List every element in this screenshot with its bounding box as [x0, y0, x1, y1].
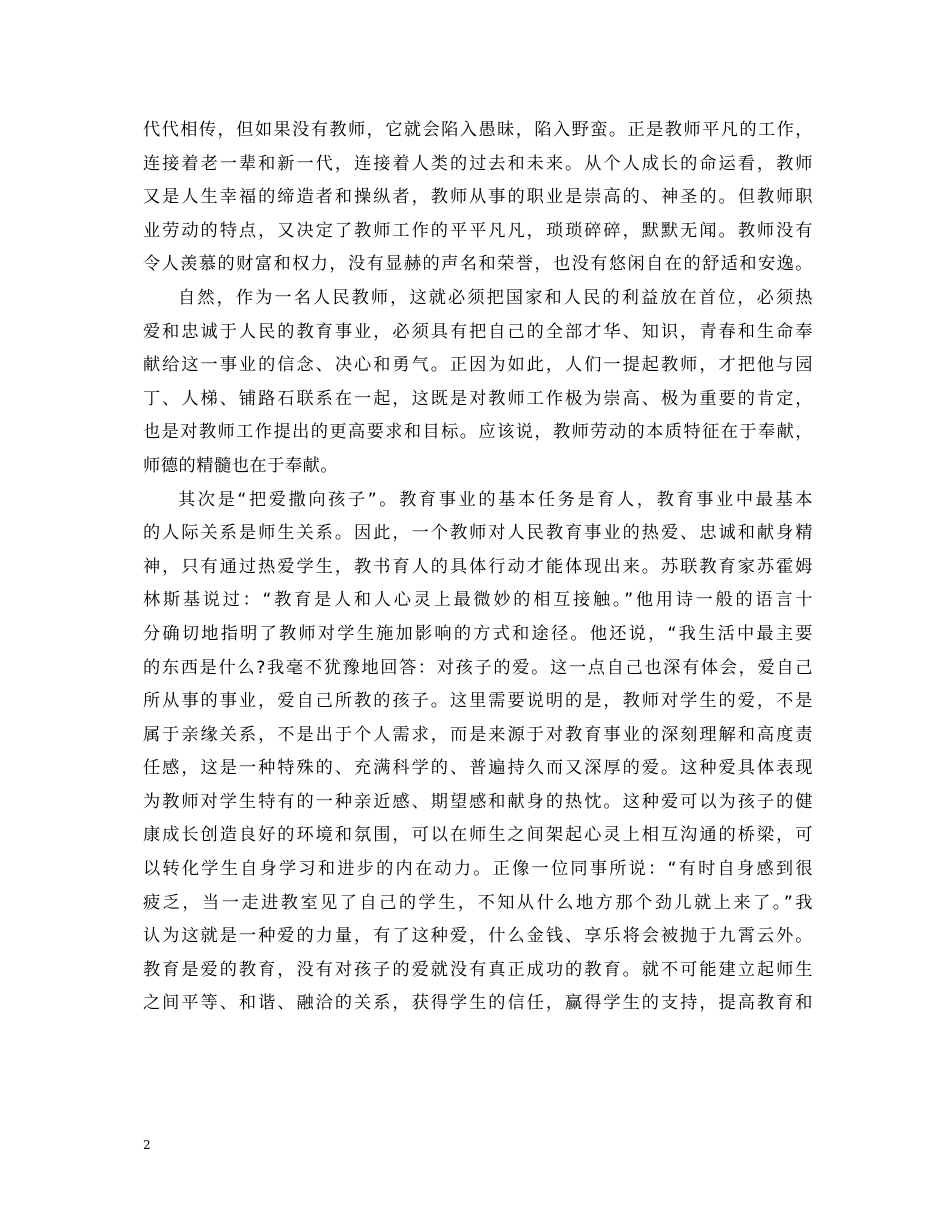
text-line: 其次是“把爱撒向孩子”。教育事业的基本任务是育人，教育事业中最基本 [178, 489, 813, 510]
text-line: 所从事的事业，爱自己所教的孩子。这里需要说明的是，教师对学生的爱，不是 [143, 691, 813, 712]
text-line: 为教师对学生特有的一种亲近感、期望感和献身的热忱。这种爱可以为孩子的健 [143, 791, 813, 812]
text-line: 连接着老一辈和新一代，连接着人类的过去和未来。从个人成长的命运看，教师 [143, 153, 813, 174]
text-line: 爱和忠诚于人民的教育事业，必须具有把自己的全部才华、知识，青春和生命奉 [143, 321, 813, 342]
paragraph-2 [143, 282, 813, 484]
text-line: 康成长创造良好的环境和氛围，可以在师生之间架起心灵上相互沟通的桥梁，可 [143, 825, 813, 846]
text-line: 师德的精髓也在于奉献。 [143, 455, 339, 476]
paragraph-3 [143, 484, 813, 1022]
text-line: 丁、人梯、铺路石联系在一起，这既是对教师工作极为崇高、极为重要的肯定， [143, 388, 813, 409]
text-line: 又是人生幸福的缔造者和操纵者，教师从事的职业是崇高的、神圣的。但教师职 [143, 187, 813, 208]
text-line: 神，只有通过热爱学生，教书育人的具体行动才能体现出来。苏联教育家苏霍姆 [143, 556, 813, 577]
text-line: 代代相传，但如果没有教师，它就会陷入愚昧，陷入野蛮。正是教师平凡的工作， [143, 120, 813, 140]
text-line: 的人际关系是师生关系。因此，一个教师对人民教育事业的热爱、忠诚和献身精 [143, 523, 813, 544]
paragraph-1 [143, 114, 813, 282]
document-body [143, 114, 813, 1021]
text-line: 认为这就是一种爱的力量，有了这种爱，什么金钱、享乐将会被抛于九霄云外。 [143, 926, 813, 947]
text-line: 任感，这是一种特殊的、充满科学的、普遍持久而又深厚的爱。这种爱具体表现 [143, 758, 813, 779]
text-line: 之间平等、和谐、融洽的关系，获得学生的信任，赢得学生的支持，提高教育和 [143, 993, 813, 1014]
text-line: 业劳动的特点，又决定了教师工作的平平凡凡，琐琐碎碎，默默无闻。教师没有 [143, 220, 813, 241]
text-line: 也是对教师工作提出的更高要求和目标。应该说，教师劳动的本质特征在于奉献， [143, 422, 813, 443]
text-line: 疲乏，当一走进教室见了自己的学生，不知从什么地方那个劲儿就上来了。”我 [143, 892, 813, 913]
text-line: 献给这一事业的信念、决心和勇气。正因为如此，人们一提起教师，才把他与园 [143, 355, 813, 376]
text-line: 林斯基说过：“教育是人和人心灵上最微妙的相互接触。”他用诗一般的语言十 [143, 590, 813, 611]
text-line: 自然，作为一名人民教师，这就必须把国家和人民的利益放在首位，必须热 [178, 287, 813, 308]
page-number: 2 [143, 1138, 151, 1152]
text-line: 属于亲缘关系，不是出于个人需求，而是来源于对教育事业的深刻理解和高度责 [143, 724, 813, 745]
text-line: 的东西是什么?我毫不犹豫地回答：对孩子的爱。这一点自己也深有体会，爱自己 [143, 657, 813, 678]
text-line: 分确切地指明了教师对学生施加影响的方式和途径。他还说，“我生活中最主要 [143, 623, 813, 644]
text-line: 令人羡慕的财富和权力，没有显赫的声名和荣誉，也没有悠闲自在的舒适和安逸。 [143, 254, 813, 275]
text-line: 以转化学生自身学习和进步的内在动力。正像一位同事所说：“有时自身感到很 [143, 859, 813, 880]
text-line: 教育是爱的教育，没有对孩子的爱就没有真正成功的教育。就不可能建立起师生 [143, 959, 813, 980]
